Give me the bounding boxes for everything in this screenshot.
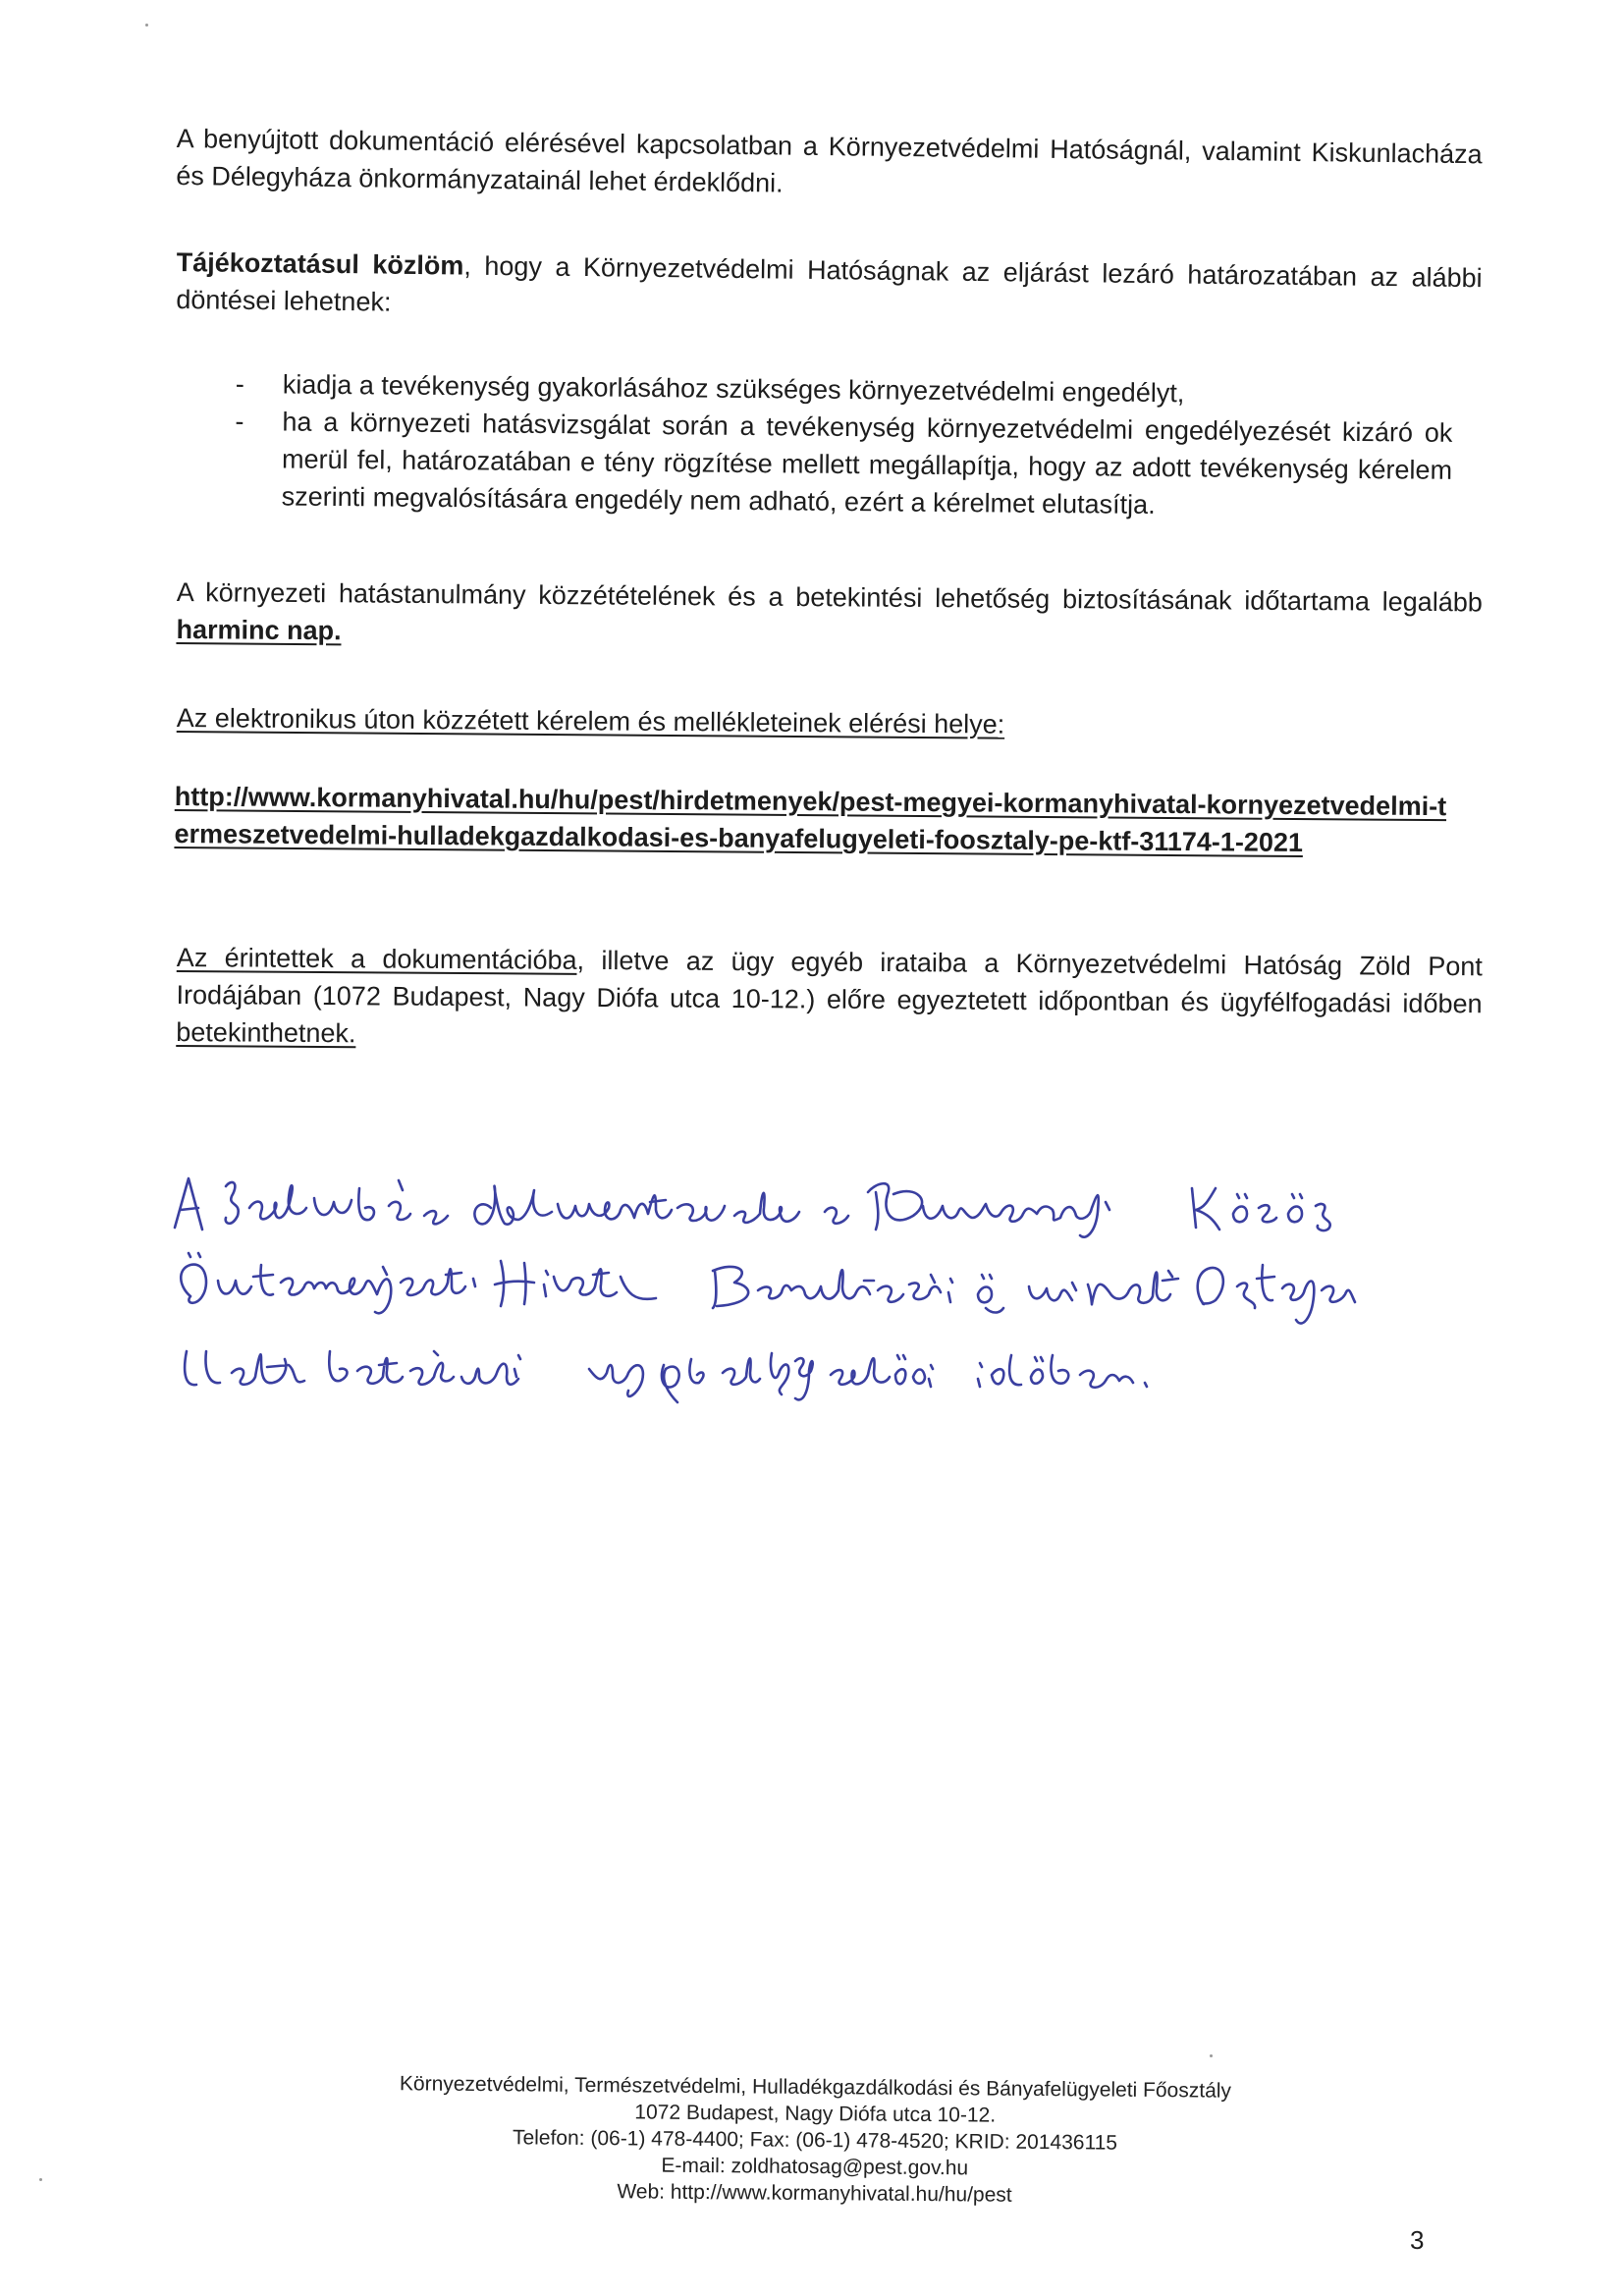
list-item (235, 403, 1453, 526)
dash-bullet: - (235, 368, 244, 400)
document-url-block (174, 778, 1451, 862)
footer-email: E-mail: zoldhatosag@pest.gov.hu (661, 2154, 969, 2180)
paragraph-decision-intro (176, 244, 1483, 334)
handwriting-drawing (167, 1159, 1522, 1414)
footer-phone: Telefon: (06-1) 478-4400; Fax: (06-1) 478-4520; KRID: 201436115 (512, 2126, 1118, 2155)
bold-lead: Tájékoztatásul közlöm (176, 246, 464, 281)
paragraph-contact-info (176, 120, 1483, 210)
footer-web: Web: http://www.kormanyhivatal.hu/hu/pest (617, 2180, 1012, 2207)
underlined-heading: Az elektronikus úton közzétett kérelem és mellékleteinek elérési helye: (176, 702, 1005, 739)
list-item-text: ha a környezeti hatásvizsgálat során a tevékenység környezetvédelmi engedélyezését kizáró ok merül fel, határozatában e tény rögzítése mellett megállapítja, hogy az adott tevékenység kérelem szerinti megvalósítására engedély nem adható, ezért a kérelmet elutasítja. (281, 407, 1453, 519)
paragraph-duration (176, 574, 1483, 658)
paragraph-access-location (177, 699, 1483, 746)
document-url-link[interactable]: http://www.kormanyhivatal.hu/hu/pest/hirdetmenyek/pest-megyei-kormanyhivatal-kornyezetvedelmi-termeszetvedelmi-hulladekgazdalkodasi-es-banyafelugyeleti-foosztaly-pe-ktf-31174-1-2021 (174, 781, 1447, 858)
paragraph-text: A benyújtott dokumentáció elérésével kapcsolatban a Környezetvédelmi Hatóságnál, valamint Kiskunlacháza és Délegyháza önkormányzatainál lehet érdeklődni. (176, 123, 1483, 198)
scan-speck (1210, 2054, 1213, 2057)
underlined-phrase: betekinthetnek. (176, 1016, 356, 1049)
footer-department: Környezetvédelmi, Természetvédelmi, Hulladékgazdálkodási és Bányafelügyeleti Főosztály (399, 2072, 1232, 2103)
scan-speck (145, 24, 148, 27)
list-item-text: kiadja a tevékenység gyakorlásához szükséges környezetvédelmi engedélyt, (282, 369, 1185, 409)
scan-speck (39, 2178, 42, 2181)
page-number: 3 (1410, 2225, 1425, 2255)
paragraph-text: , hogy a Környezetvédelmi Hatóságnak az eljárást lezáró határozatában az alábbi döntései lehetnek: (176, 250, 1483, 317)
paragraph-text: A környezeti hatástanulmány közzétételének és a betekintési lehetőség biztosításának időtartama legalább (176, 576, 1483, 618)
underlined-phrase: Az érintettek a dokumentációba (176, 942, 577, 975)
handwritten-note (167, 1159, 1522, 1414)
footer-contact (323, 2070, 1306, 2212)
dash-bullet: - (235, 406, 244, 437)
paragraph-inspection (176, 939, 1483, 1060)
decision-list (235, 365, 1453, 526)
duration-emphasis: harminc nap. (176, 614, 342, 646)
paragraph-text: , illetve az ügy egyéb irataiba a Környezetvédelmi Hatóság Zöld Pont Irodájában (1072 Budapest, Nagy Diófa utca 10-12.) előre egyeztetett időpontban és ügyfélfogadási időben (176, 945, 1483, 1019)
footer-address: 1072 Budapest, Nagy Diófa utca 10-12. (634, 2101, 997, 2127)
